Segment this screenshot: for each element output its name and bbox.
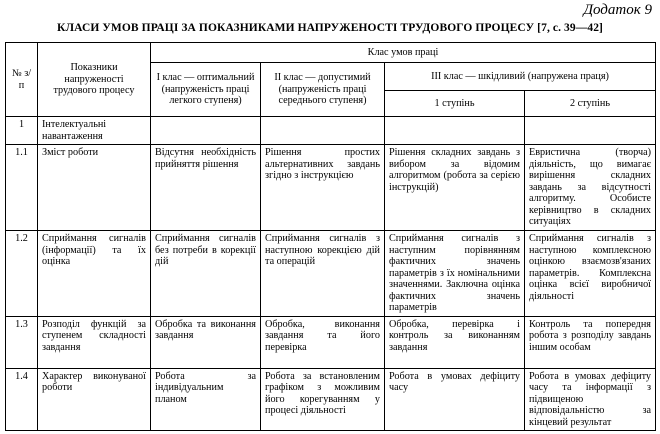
- row-class3-degree2: Евристична (творча) діяльність, що вимагає вирішення складних завдань за відсутності алгоритму. Особисте керівництво в складних ситуаціях: [525, 145, 656, 231]
- row-indicator: Інтелектуальні навантаження: [38, 117, 151, 145]
- row-class2: Обробка, виконання завдання та його перевірка: [261, 316, 385, 368]
- row-class3-degree2: Сприймання сигналів з наступною комплексною оцінкою взаємозв'язаних параметрів. Комплексна оцінка всієї виробничої діяльності: [525, 231, 656, 317]
- table-title: КЛАСИ УМОВ ПРАЦІ ЗА ПОКАЗНИКАМИ НАПРУЖЕНОСТІ ТРУДОВОГО ПРОЦЕСУ [7, с. 39—42]: [57, 22, 603, 34]
- row-class3-degree2: Контроль та попередня робота з розподілу завдань іншим особам: [525, 316, 656, 368]
- row-num: 1.1: [6, 145, 38, 231]
- header-degree2: 2 ступінь: [525, 91, 656, 117]
- row-class3-degree2: Робота в умовах дефіциту часу та інформації з підвищеною відповідальністю за кінцевий результат: [525, 368, 656, 431]
- header-class3: ІІІ клас — шкідливий (напружена праця): [385, 63, 656, 91]
- row-num: 1: [6, 117, 38, 145]
- header-class-group: Клас умов праці: [151, 43, 656, 63]
- header-row-1: [6, 43, 656, 63]
- header-degree1: 1 ступінь: [385, 91, 525, 117]
- row-class2: Робота за встановленим графіком з можливим його корегуванням у процесі діяльності: [261, 368, 385, 431]
- table-row: [6, 368, 656, 431]
- appendix-label: Додаток 9: [583, 2, 652, 18]
- row-num: 1.4: [6, 368, 38, 431]
- table-row: [6, 231, 656, 317]
- row-class3-degree1: Обробка, перевірка і контроль за виконанням завдання: [385, 316, 525, 368]
- row-class2: Рішення простих альтернативних завдань згідно з інструкцією: [261, 145, 385, 231]
- header-class1: І клас — оптимальний (напруженість праці легкого ступеня): [151, 63, 261, 117]
- table-row: [6, 316, 656, 368]
- header-class2: ІІ клас — допустимий (напруженість праці середнього ступеня): [261, 63, 385, 117]
- header-indicator: Показники напруженості трудового процесу: [38, 43, 151, 117]
- row-class3-degree1: [385, 117, 525, 145]
- row-class1: Відсутня необхідність прийняття рішення: [151, 145, 261, 231]
- row-class2: [261, 117, 385, 145]
- row-class1: Робота за індивідуальним планом: [151, 368, 261, 431]
- row-indicator: Зміст роботи: [38, 145, 151, 231]
- table-row: [6, 117, 656, 145]
- row-num: 1.3: [6, 316, 38, 368]
- row-class3-degree1: Сприймання сигналів з наступним порівнянням фактичних значень параметрів з їх номінальними значеннями. Заключна оцінка фактичних значень параметрів: [385, 231, 525, 317]
- row-class1: [151, 117, 261, 145]
- row-class3-degree1: Робота в умовах дефіциту часу: [385, 368, 525, 431]
- row-class2: Сприймання сигналів з наступною корекцією дій та операцій: [261, 231, 385, 317]
- row-num: 1.2: [6, 231, 38, 317]
- work-conditions-table: [5, 42, 656, 431]
- row-indicator: Розподіл функцій за ступенем складності завдання: [38, 316, 151, 368]
- row-class3-degree1: Рішення складних завдань з вибором за відомим алгоритмом (робота за серією інструкцій): [385, 145, 525, 231]
- row-indicator: Сприймання сигналів (інформації) та їх оцінка: [38, 231, 151, 317]
- row-class1: Обробка та виконання завдання: [151, 316, 261, 368]
- table-row: [6, 145, 656, 231]
- row-class1: Сприймання сигналів без потреби в корекції дій: [151, 231, 261, 317]
- row-class3-degree2: [525, 117, 656, 145]
- header-num: № з/п: [6, 43, 38, 117]
- row-indicator: Характер виконуваної роботи: [38, 368, 151, 431]
